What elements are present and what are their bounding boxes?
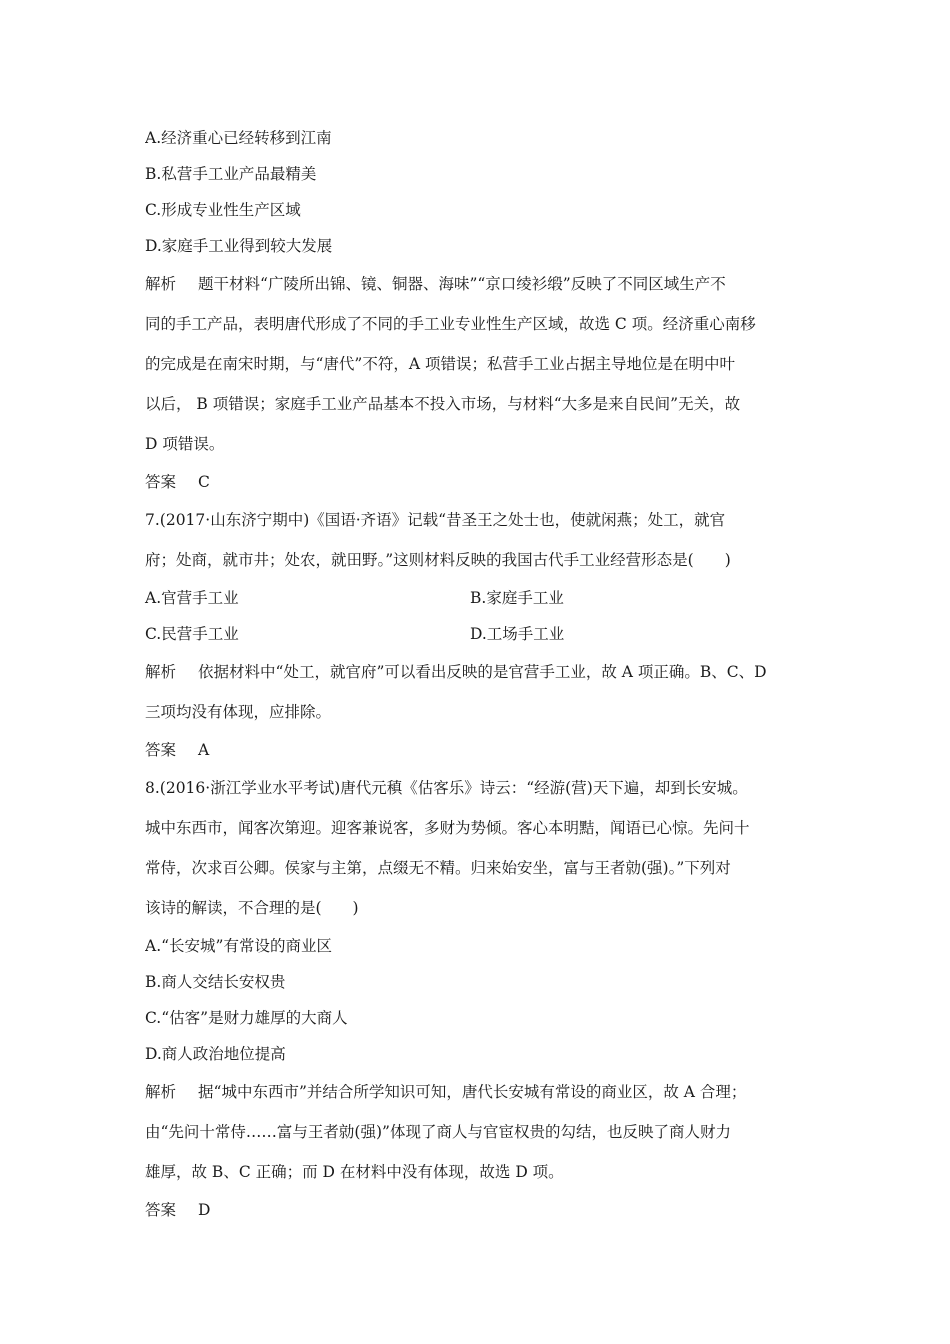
q8-analysis-label: 解析 xyxy=(145,1083,177,1101)
document-page xyxy=(145,120,815,1228)
q7-option-b: B.家庭手工业 xyxy=(470,589,564,607)
q7-option-a: A.官营手工业 xyxy=(145,589,239,607)
q8-stem-line: 该诗的解读，不合理的是( ) xyxy=(145,899,359,917)
q6-option-c: C.形成专业性生产区域 xyxy=(145,201,301,219)
q6-analysis xyxy=(145,264,815,464)
q6-answer-value: C xyxy=(198,473,210,491)
q6-analysis-line: 同的手工产品，表明唐代形成了不同的手工业专业性生产区域，故选 C 项。经济重心南移 xyxy=(145,315,756,333)
q8-options xyxy=(145,928,815,1072)
q8-analysis-line: 雄厚，故 B、C 正确；而 D 在材料中没有体现，故选 D 项。 xyxy=(145,1163,564,1181)
q6-analysis-line: 题干材料“广陵所出锦、镜、铜器、海味”“京口绫衫缎”反映了不同区域生产不 xyxy=(198,275,726,293)
q8-stem xyxy=(145,768,815,928)
q7-options xyxy=(145,580,815,652)
q6-answer xyxy=(145,464,815,500)
q6-analysis-line: D 项错误。 xyxy=(145,435,225,453)
q6-answer-label: 答案 xyxy=(145,473,177,491)
q8-answer-label: 答案 xyxy=(145,1201,177,1219)
q7-analysis-line: 三项均没有体现，应排除。 xyxy=(145,703,332,721)
q8-option-b: B.商人交结长安权贵 xyxy=(145,973,286,991)
q7-stem xyxy=(145,500,815,580)
q6-option-a: A.经济重心已经转移到江南 xyxy=(145,129,332,147)
q7-stem-line: 府；处商，就市井；处农，就田野。”这则材料反映的我国古代手工业经营形态是( ) xyxy=(145,551,731,569)
q7-answer-label: 答案 xyxy=(145,741,177,759)
q8-answer xyxy=(145,1192,815,1228)
q8-stem-line: 常侍，次求百公卿。侯家与主第，点缀无不精。归来始安坐，富与王者勍(强)。”下列对 xyxy=(145,859,731,877)
q8-stem-line: 城中东西市，闻客次第迎。迎客兼说客，多财为势倾。客心本明黠，闻语已心惊。先问十 xyxy=(145,819,750,837)
q7-answer-value: A xyxy=(198,741,210,759)
q6-option-d: D.家庭手工业得到较大发展 xyxy=(145,237,333,255)
q7-analysis-line: 依据材料中“处工，就官府”可以看出反映的是官营手工业，故 A 项正确。B、C、D xyxy=(198,663,767,681)
q7-stem-line: 7.(2017·山东济宁期中)《国语·齐语》记载“昔圣王之处士也，使就闲燕；处工，就官 xyxy=(145,511,726,529)
q8-option-c: C.“估客”是财力雄厚的大商人 xyxy=(145,1009,348,1027)
q7-answer xyxy=(145,732,815,768)
q8-answer-value: D xyxy=(198,1201,211,1219)
q6-analysis-line: 的完成是在南宋时期，与“唐代”不符，A 项错误；私营手工业占据主导地位是在明中叶 xyxy=(145,355,735,373)
q8-option-d: D.商人政治地位提高 xyxy=(145,1045,286,1063)
q7-option-d: D.工场手工业 xyxy=(470,625,565,643)
q6-option-b: B.私营手工业产品最精美 xyxy=(145,165,317,183)
q8-option-a: A.“长安城”有常设的商业区 xyxy=(145,937,332,955)
q8-analysis-line: 由“先问十常侍……富与王者勍(强)”体现了商人与官宦权贵的勾结，也反映了商人财力 xyxy=(145,1123,731,1141)
q8-analysis-line: 据“城中东西市”并结合所学知识可知，唐代长安城有常设的商业区，故 A 合理； xyxy=(198,1083,747,1101)
q7-analysis xyxy=(145,652,815,732)
q7-option-c: C.民营手工业 xyxy=(145,625,239,643)
q8-stem-line: 8.(2016·浙江学业水平考试)唐代元稹《估客乐》诗云：“经游(营)天下遍，却到长安城。 xyxy=(145,779,748,797)
q6-analysis-line: 以后， B 项错误；家庭手工业产品基本不投入市场，与材料“大多是来自民间”无关，故 xyxy=(145,395,741,413)
q8-analysis xyxy=(145,1072,815,1192)
q6-analysis-label: 解析 xyxy=(145,275,177,293)
q7-analysis-label: 解析 xyxy=(145,663,177,681)
q6-options xyxy=(145,120,815,264)
